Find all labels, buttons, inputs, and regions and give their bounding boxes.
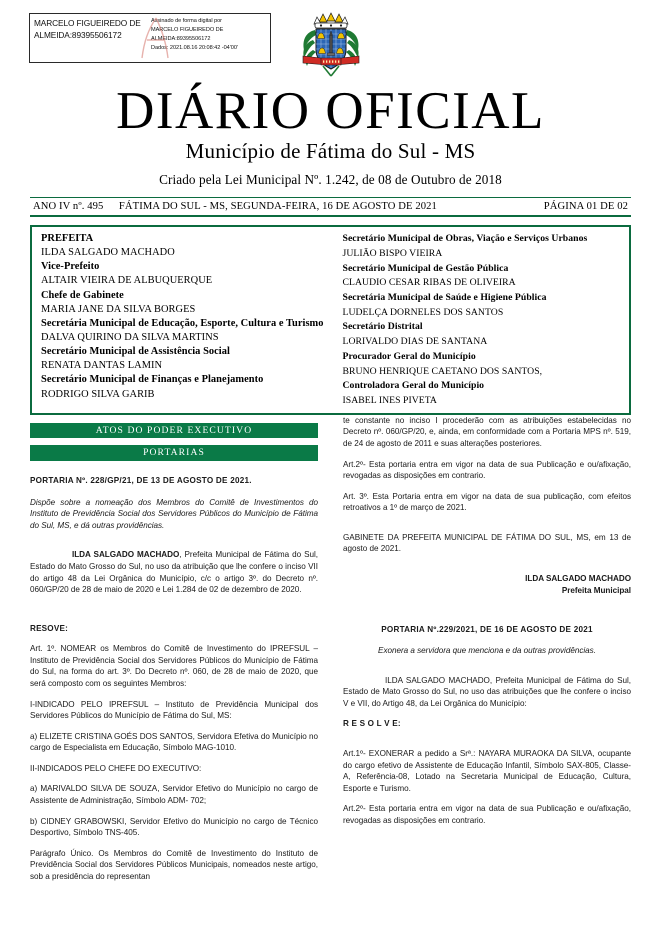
officials-box: [30, 225, 631, 415]
official-role: Vice-Prefeito: [41, 261, 100, 273]
signature-name: MARCELO FIGUEIREDO DE ALMEIDA:89395506172: [34, 18, 141, 41]
portaria-228-item-2b: b) CIDNEY GRABOWSKI, Servidor Efetivo do Município no cargo de Técnico Desportivo, Símbolo TNS-405.: [30, 816, 318, 838]
page-title: DIÁRIO OFICIAL: [116, 82, 545, 140]
portaria-228-preamble: [30, 549, 318, 595]
issue-info-bar: [30, 197, 631, 217]
issue-info-left: [33, 201, 437, 212]
official-name: BRUNO HENRIQUE CAETANO DOS SANTOS,: [342, 365, 543, 377]
official-name: RODRIGO SILVA GARIB: [41, 388, 155, 400]
official-name: JULIÃO BISPO VIEIRA: [342, 247, 443, 259]
signature-detail-line-2: MARCELO FIGUEIREDO DE: [151, 27, 224, 34]
portaria-228-signature-name: ILDA SALGADO MACHADO: [525, 574, 631, 584]
officials-column-right: [331, 232, 630, 409]
official-name: DALVA QUIRINO DA SILVA MARTINS: [41, 332, 219, 344]
official-name: ALTAIR VIEIRA DE ALBUQUERQUE: [41, 275, 213, 287]
official-role: Secretária Municipal de Educação, Esporte, Cultura e Turismo: [41, 317, 324, 329]
portaria-228-art3: Art. 3º. Esta Portaria entra em vigor na data de sua publicação, com efeitos retroativos a 1º de março de 2021.: [343, 491, 631, 513]
body-columns: [30, 415, 631, 892]
coat-of-arms-icon: [297, 10, 365, 82]
page-number: PÁGINA 01 DE 02: [543, 201, 628, 213]
portaria-228-art2: Art.2º- Esta portaria entra em vigor na data de sua Publicação e ou/afixação, revogadas as disposições em contrario.: [343, 459, 631, 481]
masthead-law-line: Criado pela Lei Municipal Nº. 1.242, de 08 de Outubro de 2018: [159, 172, 502, 188]
banner-portarias: PORTARIAS: [30, 445, 318, 461]
preamble-mayor-name: ILDA SALGADO MACHADO: [72, 550, 180, 560]
portaria-229-ementa: Exonera a servidora que menciona e da outras providências.: [378, 646, 596, 656]
official-role: Secretário Municipal de Assistência Social: [41, 346, 230, 358]
official-role: Secretário Municipal de Obras, Viação e Serviços Urbanos: [342, 233, 588, 245]
official-role: Chefe de Gabinete: [41, 289, 124, 301]
masthead-subtitle: Município de Fátima do Sul - MS: [185, 139, 476, 164]
issue-number: ANO IV nº. 495: [33, 201, 104, 213]
official-role: Secretário Municipal de Finanças e Planejamento: [41, 374, 264, 386]
official-role: Controladora Geral do Município: [342, 380, 485, 392]
portaria-229-preamble: ILDA SALGADO MACHADO, Prefeita Municipal de Fátima do Sul, Estado de Mato Grosso do Sul, no uso das atribuições que lhe confere o inciso V e VII, do Artigo 48, da Lei Orgânica do Município:: [343, 675, 631, 708]
portaria-228-item-1a: a) ELIZETE CRISTINA GOÉS DOS SANTOS, Servidora Efetiva do Município no cargo de Especialista em Educação, Símbolo MAG-1010.: [30, 731, 318, 753]
official-role: Secretária Municipal de Saúde e Higiene Pública: [342, 291, 547, 303]
official-name: MARIA JANE DA SILVA BORGES: [41, 303, 196, 315]
official-role: PREFEITA: [41, 233, 94, 245]
preamble-text: , Prefeita Municipal de Fátima do Sul, Estado do Mato Grosso do Sul, no uso da atribuição que lhe confere o inciso VII do artigo 48 da Lei Orgânica do Município, c/c o artigo 3º. do Decreto nº. 060/GP/20 de 28 de maio de 2020 e Lei 1.284 de 02 de dezembro de 2020.: [30, 550, 318, 595]
digital-signature-stamp: [29, 13, 271, 63]
portaria-229-art1: Art.1º- EXONERAR a pedido a Srª.: NAYARA MURAOKA DA SILVA, ocupante do cargo efetivo de Assistente de Educação Infantil, Símbolo SAX-805, Classe-A, Referência-08, Lotado na Secretaria Municipal de Educação, Cultura, Esporte e Turismo.: [343, 749, 631, 793]
portaria-228-paragrafo-unico: Parágrafo Único. Os Membros do Comitê de Investimento do Instituto de Previdência Social dos Servidores Públicos Municipais, nomeados neste artigo, sob a presidência do representan: [30, 848, 318, 881]
official-name: CLAUDIO CESAR RIBAS DE OLIVEIRA: [342, 277, 516, 289]
portaria-229-art2: Art.2º- Esta portaria entra em vigor na data de sua Publicação e ou/afixação, revogadas as disposições em contrario.: [343, 804, 631, 825]
official-name: LORIVALDO DIAS DE SANTANA: [342, 336, 488, 348]
official-role: Secretário Distrital: [342, 321, 423, 333]
banner-executive-acts: ATOS DO PODER EXECUTIVO: [30, 423, 318, 439]
portaria-229-resolve: R E S O L V E:: [343, 719, 401, 729]
portaria-228-title: PORTARIA Nº. 228/GP/21, DE 13 DE AGOSTO DE 2021.: [30, 476, 252, 486]
signature-detail-line-3: ALMEIDA:89395506172: [151, 36, 211, 43]
issue-place-date: FÁTIMA DO SUL - MS, SEGUNDA-FEIRA, 16 DE AGOSTO DE 2021: [118, 201, 437, 213]
portaria-228-item-2a: a) MARIVALDO SILVA DE SOUZA, Servidor Efetivo do Município no cargo de Assistente de Administração, Símbolo ADM- 702;: [30, 784, 318, 806]
portaria-228-continuation: te constante no inciso I procederão com as atribuições estabelecidas no Decreto nº. 060/GP/20, e, ainda, em conformidade com a Portaria MPS nº. 519, de 24 de agosto de 2011 e suas alterações posteriores.: [343, 415, 631, 449]
official-name: ILDA SALGADO MACHADO: [41, 247, 175, 259]
portaria-228-art1: Art. 1º. NOMEAR os Membros do Comitê de Investimento do IPREFSUL – Instituto de Previdência Social dos Servidores Públicos do Município de Fátima do Sul, na forma do art. 3º. Do Decreto nº. 060, de 28 de maio de 2020, que será composto com os seguintes Membros:: [30, 644, 318, 688]
signature-detail-line-4: Dados: 2021.08.16 20:08:42 -04'00': [151, 45, 238, 52]
portaria-229-title: PORTARIA Nº.229/2021, DE 16 DE AGOSTO DE 2021: [381, 624, 593, 634]
portaria-228-item-1: I-INDICADO PELO IPREFSUL – Instituto de Previdência Municipal dos Servidores Públicos do Município de Fátima do Sul, MS:: [30, 699, 318, 721]
portaria-228-signature-title: Prefeita Municipal: [561, 586, 631, 596]
official-role: Procurador Geral do Município: [342, 350, 476, 362]
officials-column-left: [32, 232, 331, 409]
official-name: ISABEL INES PIVETA: [342, 395, 437, 407]
official-name: RENATA DANTAS LAMIN: [41, 360, 163, 372]
signature-detail-line-1: Assinado de forma digital por: [151, 18, 222, 24]
portaria-228-resolve: RESOVE:: [30, 623, 68, 633]
portaria-228-gabinete: GABINETE DA PREFEITA MUNICIPAL DE FÁTIMA DO SUL, MS, em 13 de agosto de 2021.: [343, 532, 631, 554]
body-column-right: [343, 415, 631, 836]
official-name: LUDELÇA DORNELES DOS SANTOS: [342, 306, 504, 318]
signature-details: [148, 14, 270, 62]
portaria-228-item-2: II-INDICADOS PELO CHEFE DO EXECUTIVO:: [30, 763, 202, 773]
portaria-228-ementa: Dispõe sobre a nomeação dos Membros do Comitê de Investimentos do Instituto de Previdência Social dos Servidores Públicos do Município de Fátima do Sul, MS, e dá outras providências.: [30, 497, 318, 530]
official-role: Secretário Municipal de Gestão Pública: [342, 262, 509, 274]
body-column-left: [30, 415, 318, 892]
